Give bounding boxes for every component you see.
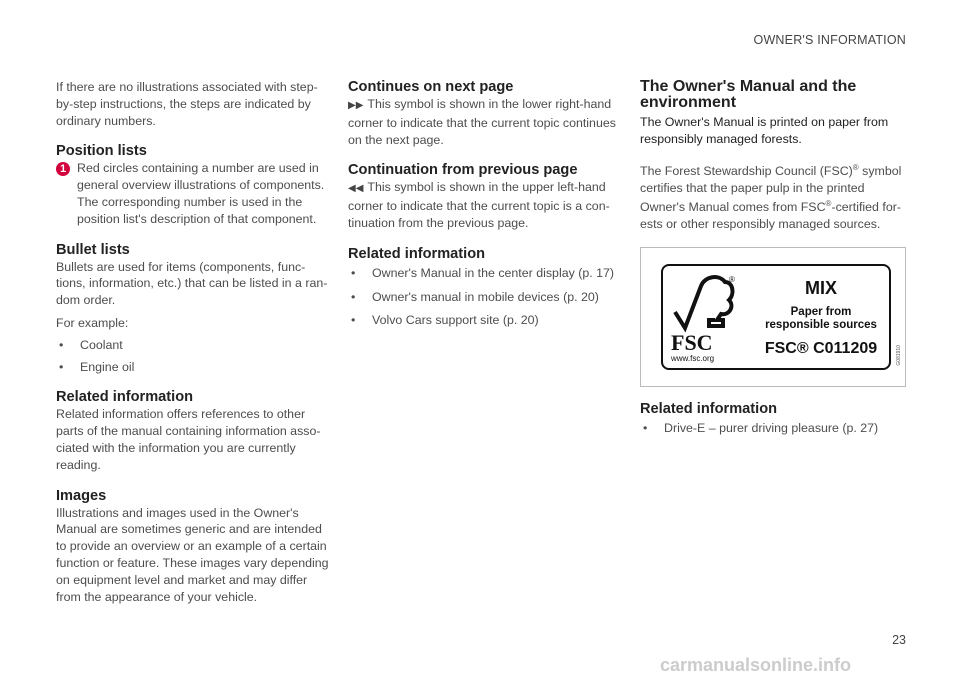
running-header: OWNER'S INFORMATION xyxy=(753,33,906,47)
red-circle-number-icon: 1 xyxy=(56,162,70,176)
related-link[interactable]: • Drive-E – purer driving pleasure (p. 27) xyxy=(640,420,910,437)
svg-text:®: ® xyxy=(729,275,735,285)
list-item: • Coolant xyxy=(56,337,326,354)
double-arrow-left-icon: ◀◀ xyxy=(348,183,364,195)
double-arrow-right-icon: ▶▶ xyxy=(348,100,364,111)
related-link[interactable]: • Owner's manual in mobile devices (p. 20) xyxy=(348,289,618,306)
text-line: The Owner's Manual is printed on paper from xyxy=(640,115,889,129)
text-line: function or feature. These images vary depending xyxy=(56,555,329,570)
text-line: Related information offers references to other xyxy=(56,407,306,422)
list-item: • Engine oil xyxy=(56,359,326,376)
images-text xyxy=(56,505,329,606)
section-title: The Owner's Manual and the environment xyxy=(640,78,857,111)
page-number: 23 xyxy=(892,633,906,647)
heading-bullet-lists: Bullet lists xyxy=(56,241,130,258)
text-line: Red circles containing a number are used in xyxy=(77,161,319,176)
bullet-icon: • xyxy=(59,359,64,374)
heading-related-information: Related information xyxy=(640,401,778,418)
bullet-icon: • xyxy=(643,421,648,436)
heading-position-lists: Position lists xyxy=(56,143,147,160)
column-2 xyxy=(348,79,618,329)
text-line: dom order. xyxy=(56,293,116,308)
text-line: by-step instructions, the steps are indicated by xyxy=(56,96,311,111)
text-line: from the appearance of your vehicle. xyxy=(56,589,258,604)
continues-text: ▶▶ This symbol is shown in the lower right-hand corner to indicate that the current topic continues on the next page. xyxy=(348,97,616,147)
heading-images: Images xyxy=(56,487,107,504)
text-line: The corresponding number is used in the xyxy=(77,194,303,209)
related-link[interactable]: • Owner's Manual in the center display (p. 17) xyxy=(348,265,618,282)
text-line: position list's description of that component. xyxy=(77,211,317,226)
text-line: ordinary numbers. xyxy=(56,113,156,128)
heading-related-information: Related information xyxy=(56,389,194,406)
related-link[interactable]: • Volvo Cars support site (p. 20) xyxy=(348,312,618,329)
bullet-icon: • xyxy=(351,313,356,328)
text-line: If there are no illustrations associated with step- xyxy=(56,80,318,94)
lead-paragraph xyxy=(640,114,910,148)
fsc-logo-image: ® FSC www.fsc.org MIX Paper from responsible sources FSC® C011209 G081910 xyxy=(640,247,906,387)
text-line: reading. xyxy=(56,457,101,472)
related-information-text xyxy=(56,406,326,473)
text-line: Manual are sometimes generic and are intended xyxy=(56,522,322,537)
text-line: ciated with the information you are currently xyxy=(56,440,296,455)
fsc-label: ® FSC www.fsc.org MIX Paper from responsible sources FSC® C011209 xyxy=(661,264,891,370)
watermark: carmanualsonline.info xyxy=(660,655,852,675)
fsc-tree-check-icon xyxy=(671,272,741,338)
heading-continues-next-page: Continues on next page xyxy=(348,79,514,95)
intro-paragraph xyxy=(56,79,326,129)
text-line: Illustrations and images used in the Owner's xyxy=(56,505,299,520)
text-line: parts of the manual containing information asso- xyxy=(56,424,321,439)
text-line: responsibly managed forests. xyxy=(640,131,802,146)
heading-continuation-previous-page: Continuation from previous page xyxy=(348,162,578,179)
continuation-text: ◀◀ This symbol is shown in the upper left-hand corner to indicate that the current topic is a con- tinuation from the previous page. xyxy=(348,180,610,230)
position-list-example xyxy=(56,160,326,227)
position-lists-text xyxy=(77,160,324,227)
bullet-icon: • xyxy=(351,289,356,304)
column-3 xyxy=(640,79,910,437)
column-1 xyxy=(56,79,329,605)
heading-related-information: Related information xyxy=(348,245,486,262)
bullet-lists-text xyxy=(56,259,326,309)
text-line: on equipment level and market and may differ xyxy=(56,572,308,587)
fsc-paragraph: The Forest Stewardship Council (FSC)® symbol certifies that the paper pulp in the printed Owner's Manual comes from FSC®-certified for- ests or other responsibly managed sources. xyxy=(640,162,902,232)
text-line: general overview illustrations of components. xyxy=(77,178,325,193)
bullet-icon: • xyxy=(351,265,356,280)
text-line: Bullets are used for items (components, func- xyxy=(56,259,306,274)
text-line: to provide an overview or an example of a certain xyxy=(56,539,327,554)
example-label: For example: xyxy=(56,315,129,330)
text-line: tions, information, etc.) that can be listed in a ran- xyxy=(56,276,328,291)
bullet-icon: • xyxy=(59,337,64,352)
